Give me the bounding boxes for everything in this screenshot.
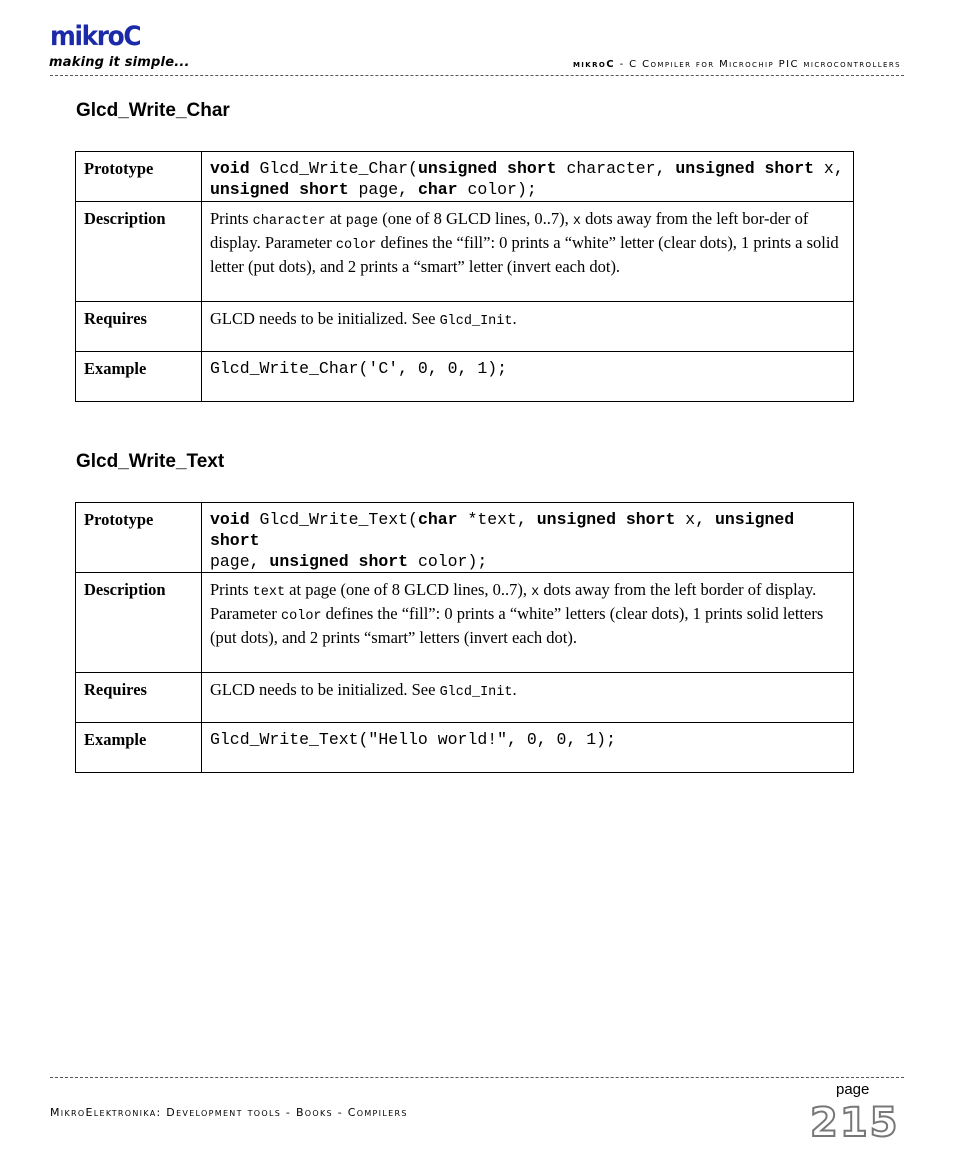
keyword: unsigned short xyxy=(675,159,815,178)
description-label: Description xyxy=(76,202,202,302)
text-run: . xyxy=(512,680,517,699)
inline-code: color xyxy=(281,609,322,624)
mikroc-logo: mikroC xyxy=(50,21,141,52)
example-row xyxy=(76,352,854,402)
header-title xyxy=(573,59,901,70)
description-row xyxy=(76,202,854,302)
footer-publisher: MikroElektronika: Development tools - Books - Compilers xyxy=(50,1106,408,1119)
text-run: x, xyxy=(675,510,715,529)
text-run: . xyxy=(512,309,517,328)
section-title-glcd-write-char: Glcd_Write_Char xyxy=(76,100,230,121)
inline-code: character xyxy=(252,214,326,229)
page-label: page xyxy=(836,1081,870,1098)
text-run: at page (one of 8 GLCD lines, 0..7), xyxy=(285,580,532,599)
header-divider xyxy=(50,75,904,76)
keyword: void xyxy=(210,159,250,178)
text-run: page, xyxy=(210,552,270,571)
text-run: Glcd_Write_Text( xyxy=(249,510,418,529)
text-run: at xyxy=(325,209,346,228)
keyword: void xyxy=(210,510,250,529)
footer-divider xyxy=(50,1077,904,1078)
inline-code: x xyxy=(531,585,540,600)
inline-code: Glcd_Init xyxy=(439,685,513,700)
keyword: unsigned short xyxy=(269,552,409,571)
prototype-row xyxy=(76,152,854,202)
prototype-label: Prototype xyxy=(76,503,202,573)
page-number: 215 xyxy=(810,1100,900,1146)
requires-text xyxy=(202,673,854,723)
keyword: char xyxy=(417,180,458,199)
text-run: character, xyxy=(556,159,676,178)
prototype-code xyxy=(202,152,854,202)
text-run: dots away from the left bor-der of display. Parameter xyxy=(210,209,809,252)
description-row xyxy=(76,573,854,673)
text-run: x, xyxy=(814,159,844,178)
function-table-glcd-write-text xyxy=(75,502,854,773)
text-run: GLCD needs to be initialized. See xyxy=(210,680,440,699)
keyword: char xyxy=(417,510,458,529)
example-code: Glcd_Write_Text("Hello world!", 0, 0, 1); xyxy=(202,723,854,773)
requires-row xyxy=(76,673,854,723)
inline-code: x xyxy=(572,214,582,229)
requires-label: Requires xyxy=(76,302,202,352)
requires-label: Requires xyxy=(76,673,202,723)
text-run: (one of 8 GLCD lines, 0..7), xyxy=(378,209,573,228)
prototype-code xyxy=(202,503,854,573)
keyword: unsigned short xyxy=(210,180,349,199)
text-run: defines the “fill”: 0 prints a “white” letters (clear dots), 1 prints solid letters (put dots), and 2 prints “smart” letters (invert each dot). xyxy=(210,604,824,647)
function-table-glcd-write-char xyxy=(75,151,854,402)
example-label: Example xyxy=(76,723,202,773)
inline-code: text xyxy=(252,585,286,600)
header-subtitle: - C Compiler for Microchip PIC microcontrollers xyxy=(615,59,901,70)
prototype-label: Prototype xyxy=(76,152,202,202)
example-row xyxy=(76,723,854,773)
keyword: unsigned short xyxy=(536,510,676,529)
text-run: Prints xyxy=(210,209,253,228)
text-run: Glcd_Write_Char( xyxy=(249,159,418,178)
text-run: page, xyxy=(348,180,418,199)
description-text xyxy=(202,573,854,673)
keyword: unsigned short xyxy=(417,159,557,178)
text-run: color); xyxy=(457,180,537,199)
text-run: dots away from the left border of display. Parameter xyxy=(210,580,817,623)
prototype-row xyxy=(76,503,854,573)
requires-text xyxy=(202,302,854,352)
description-label: Description xyxy=(76,573,202,673)
header-brand: mikroC xyxy=(572,59,616,70)
keyword: unsigned short xyxy=(210,510,795,550)
section-title-glcd-write-text: Glcd_Write_Text xyxy=(76,451,225,472)
requires-row xyxy=(76,302,854,352)
inline-code: color xyxy=(335,238,377,253)
text-run: defines the “fill”: 0 prints a “white” letter (clear dots), 1 prints a solid letter (put dots), and 2 prints a “smart” letter (invert each dot). xyxy=(210,233,839,276)
tagline: making it simple... xyxy=(49,55,190,70)
text-run: color); xyxy=(408,552,488,571)
text-run: Prints xyxy=(210,580,253,599)
inline-code: page xyxy=(345,214,379,229)
text-run: *text, xyxy=(457,510,537,529)
description-text xyxy=(202,202,854,302)
inline-code: Glcd_Init xyxy=(439,314,513,329)
example-code: Glcd_Write_Char('C', 0, 0, 1); xyxy=(202,352,854,402)
example-label: Example xyxy=(76,352,202,402)
text-run: GLCD needs to be initialized. See xyxy=(210,309,440,328)
